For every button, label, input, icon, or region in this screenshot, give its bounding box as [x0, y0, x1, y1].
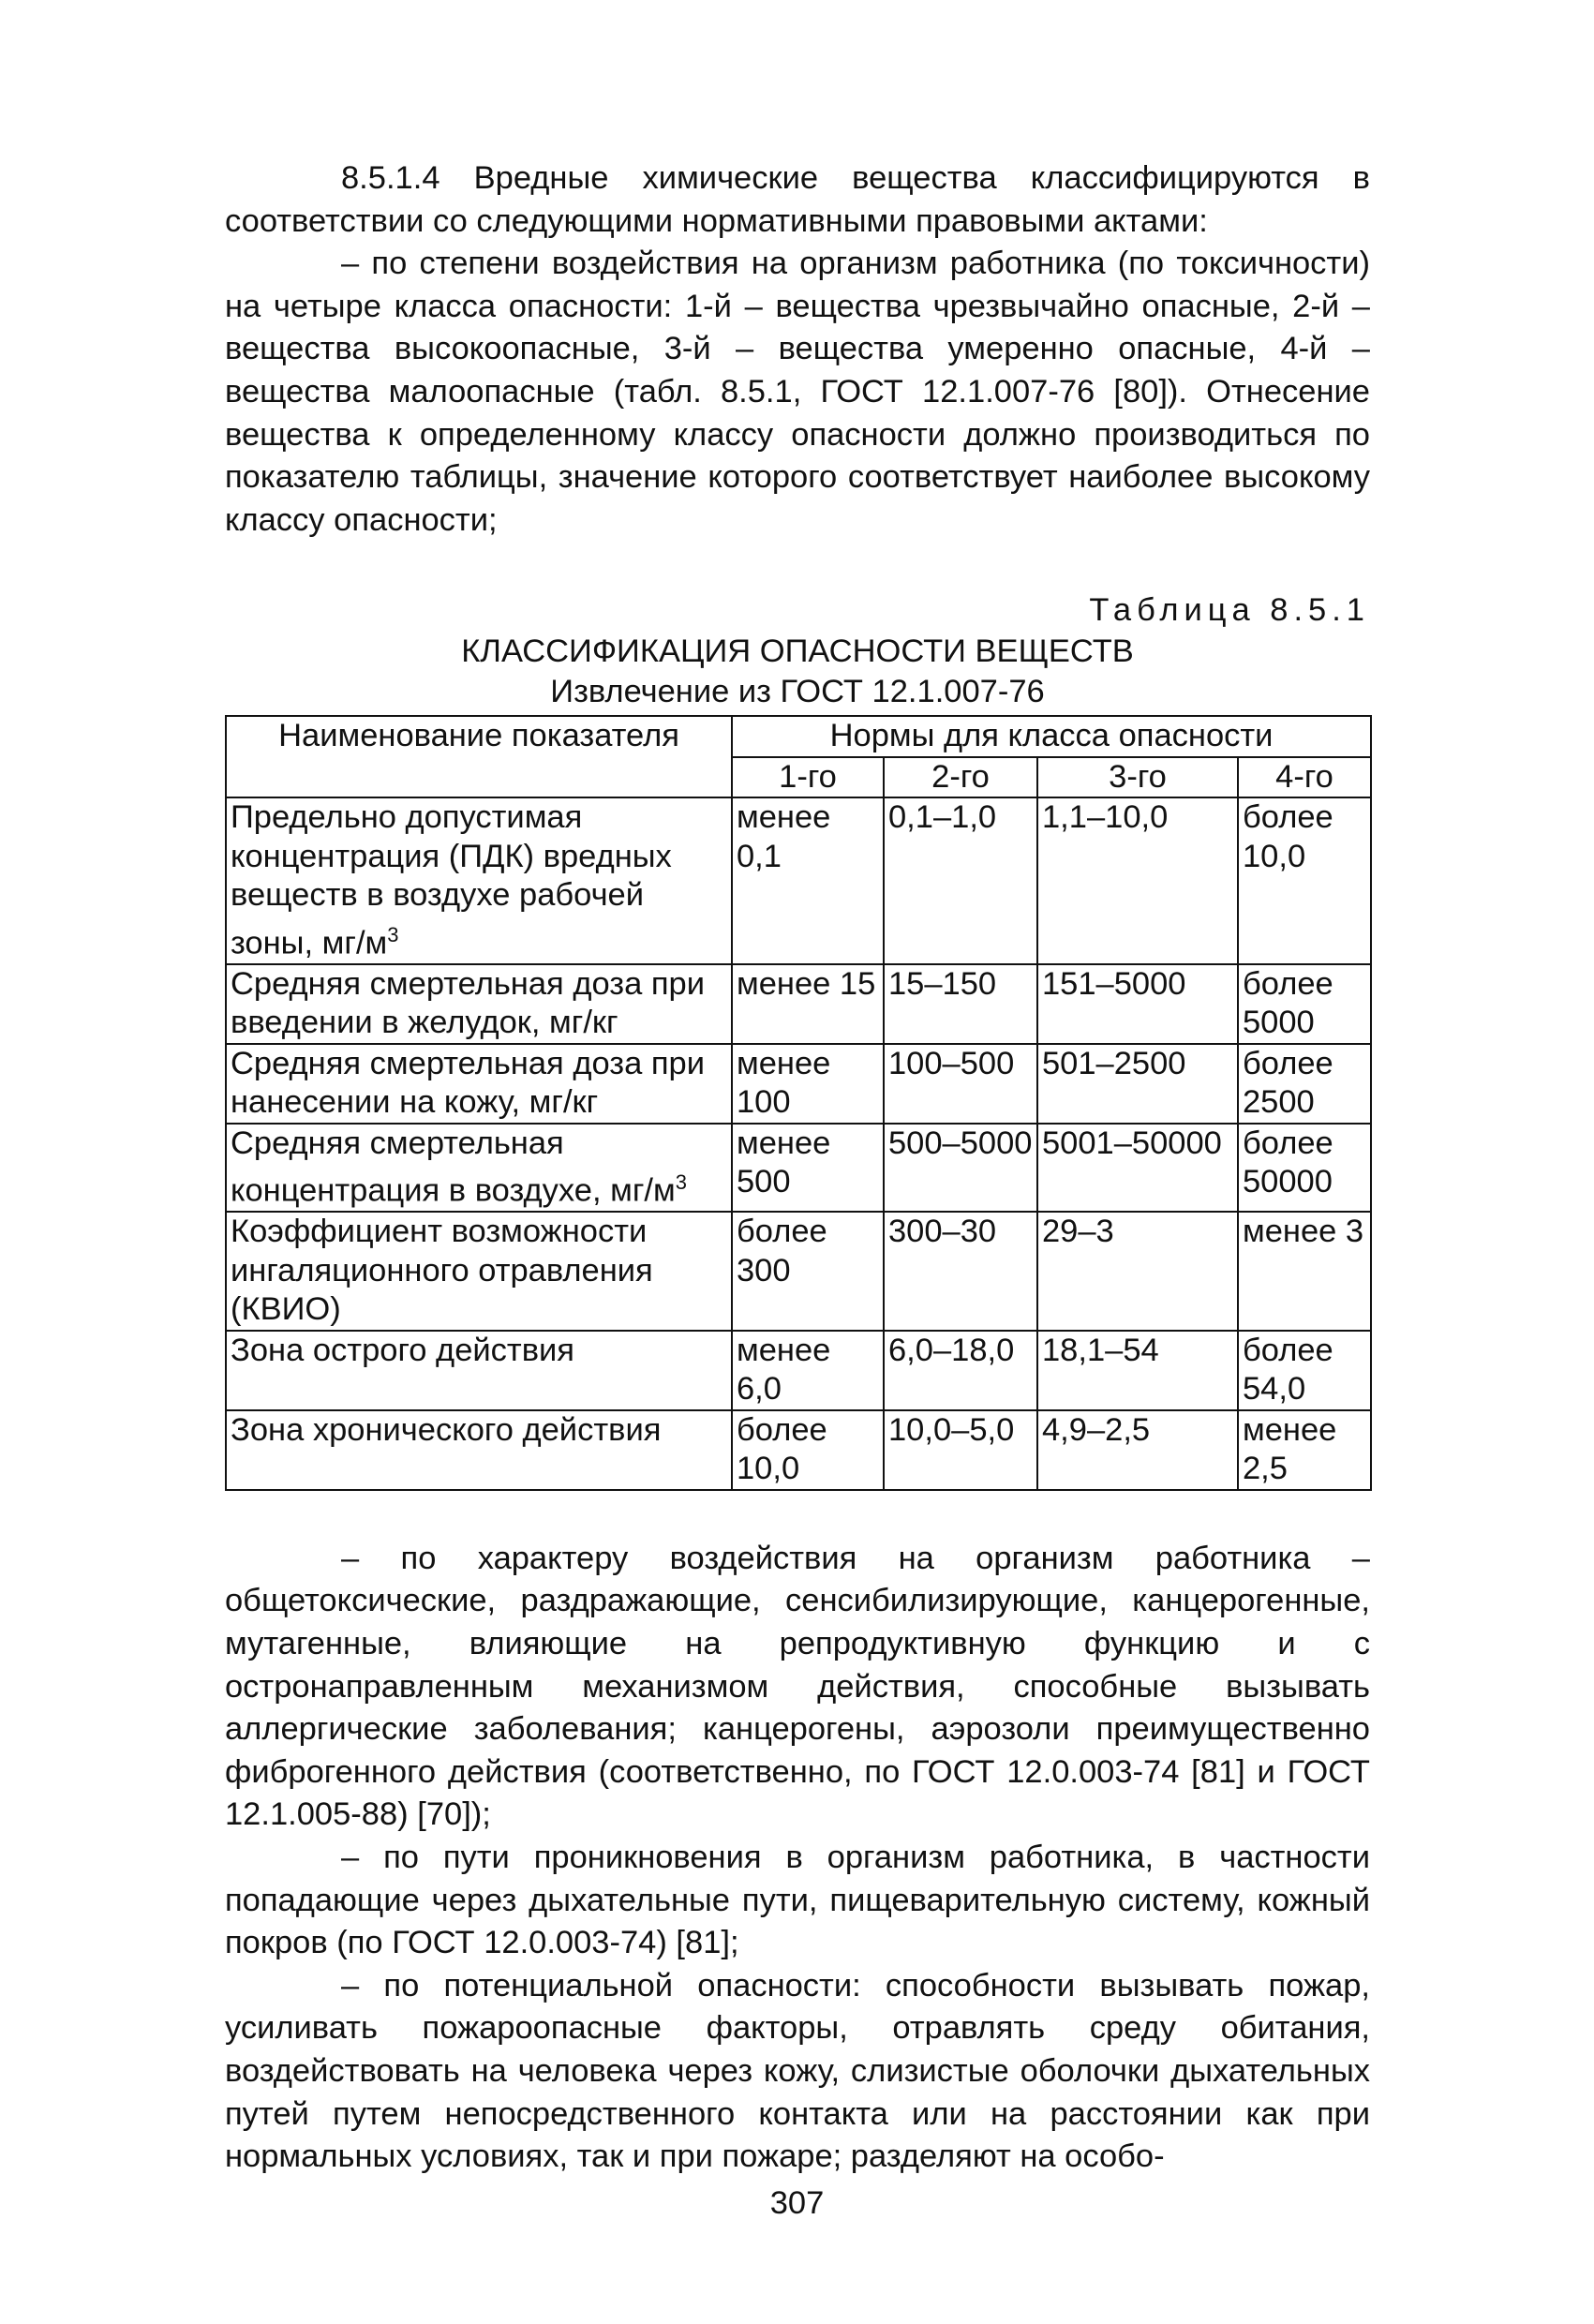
class-3-value-cell: 29–3	[1037, 1212, 1238, 1331]
class-4-value-cell: менее 3	[1238, 1212, 1371, 1331]
table-body	[226, 797, 1371, 1490]
class-1-value-cell: менее 6,0	[732, 1331, 884, 1410]
class-3-value-cell: 501–2500	[1037, 1044, 1238, 1124]
class-3-value-cell: 4,9–2,5	[1037, 1410, 1238, 1490]
after-paragraph-1: – по характеру воздействия на организм работника – общетоксические, раздражающие, сенсибилизирующие, канцерогенные, мутагенные, влияющие на репродуктивную функцию и с остронаправленным механизмом действия, способные вызывать аллергические заболевания; канцерогены, аэрозоли преимущественно фиброгенного действия (соответственно, по ГОСТ 12.0.003-74 [81] и ГОСТ 12.1.005-88) [70]);	[225, 1540, 1370, 1833]
table-row	[226, 797, 1371, 964]
page-number: 307	[769, 2185, 825, 2221]
header-norms: Нормы для класса опасности	[732, 716, 1371, 757]
table-row	[226, 1124, 1371, 1213]
header-class-3: 3-го	[1037, 757, 1238, 798]
after-paragraph-2: – по пути проникновения в организм работника, в частности попадающие через дыхательные пути, пищеварительную систему, кожный покров (по ГОСТ 12.0.003-74) [81];	[225, 1840, 1370, 1961]
indicator-name-cell: Средняя смертельная доза при введении в желудок, мг/кг	[226, 964, 732, 1044]
hazard-classification-table	[225, 715, 1372, 1491]
table-row	[226, 964, 1371, 1044]
indicator-name-cell: Зона хронического действия	[226, 1410, 732, 1490]
header-class-1: 1-го	[732, 757, 884, 798]
class-1-value-cell: более 300	[732, 1212, 884, 1331]
class-4-value-cell: более 54,0	[1238, 1331, 1371, 1410]
table-subtitle: Извлечение из ГОСТ 12.1.007-76	[550, 674, 1045, 710]
class-3-value-cell: 151–5000	[1037, 964, 1238, 1044]
class-3-value-cell: 1,1–10,0	[1037, 797, 1238, 964]
after-paragraph-3: – по потенциальной опасности: способности вызывать пожар, усиливать пожароопасные факторы, отравлять среду обитания, воздействовать на человека через кожу, слизистые оболочки дыхательных путей путем непосредственного контакта или на расстоянии как при нормальных условиях, так и при пожаре; разделяют на особо-	[225, 1967, 1370, 2175]
class-1-value-cell: менее 500	[732, 1124, 884, 1213]
class-4-value-cell: более 50000	[1238, 1124, 1371, 1213]
class-2-value-cell: 100–500	[884, 1044, 1037, 1124]
class-2-value-cell: 15–150	[884, 964, 1037, 1044]
class-3-value-cell: 18,1–54	[1037, 1331, 1238, 1410]
header-class-2: 2-го	[884, 757, 1037, 798]
class-2-value-cell: 10,0–5,0	[884, 1410, 1037, 1490]
class-4-value-cell: более 10,0	[1238, 797, 1371, 964]
class-4-value-cell: более 2500	[1238, 1044, 1371, 1124]
indicator-name-cell: Коэффициент возможности ингаляционного отравления (КВИО)	[226, 1212, 732, 1331]
class-2-value-cell: 300–30	[884, 1212, 1037, 1331]
indicator-name-cell: Средняя смертельная концентрация в воздухе, $мг/м^3$	[226, 1124, 732, 1213]
class-2-value-cell: 0,1–1,0	[884, 797, 1037, 964]
class-2-value-cell: 500–5000	[884, 1124, 1037, 1213]
class-1-value-cell: менее 0,1	[732, 797, 884, 964]
indicator-name-cell: Зона острого действия	[226, 1331, 732, 1410]
class-1-value-cell: менее 15	[732, 964, 884, 1044]
table-title: КЛАССИФИКАЦИЯ ОПАСНОСТИ ВЕЩЕСТВ	[461, 633, 1134, 670]
class-4-value-cell: более 5000	[1238, 964, 1371, 1044]
table-row	[226, 1410, 1371, 1490]
table-row	[226, 1212, 1371, 1331]
intro-paragraph-1: 8.5.1.4 Вредные химические вещества классифицируются в соответствии со следующими нормативными правовыми актами:	[225, 160, 1370, 239]
indicator-name-cell: Предельно допустимая концентрация (ПДК) вредных веществ в воздухе рабочей зоны, $мг/м^3$	[226, 797, 732, 964]
table-row	[226, 1044, 1371, 1124]
class-2-value-cell: 6,0–18,0	[884, 1331, 1037, 1410]
table-number: Таблица 8.5.1	[1089, 592, 1370, 629]
class-1-value-cell: более 10,0	[732, 1410, 884, 1490]
header-class-4: 4-го	[1238, 757, 1371, 798]
class-1-value-cell: менее 100	[732, 1044, 884, 1124]
page-content	[225, 157, 1370, 2179]
intro-paragraph-2: – по степени воздействия на организм работника (по токсичности) на четыре класса опасности: 1-й – вещества чрезвычайно опасные, 2-й – вещества высокоопасные, 3-й – вещества умеренно опасные, 4-й – вещества малоопасные (табл. 8.5.1, ГОСТ 12.1.007-76 [80]). Отнесение вещества к определенному классу опасности должно производиться по показателю таблицы, значение которого соответствует наиболее высокому классу опасности;	[225, 246, 1370, 538]
class-3-value-cell: 5001–50000	[1037, 1124, 1238, 1213]
indicator-name-cell: Средняя смертельная доза при нанесении на кожу, мг/кг	[226, 1044, 732, 1124]
table-row	[226, 1331, 1371, 1410]
header-indicator: Наименование показателя	[226, 716, 732, 797]
class-4-value-cell: менее 2,5	[1238, 1410, 1371, 1490]
